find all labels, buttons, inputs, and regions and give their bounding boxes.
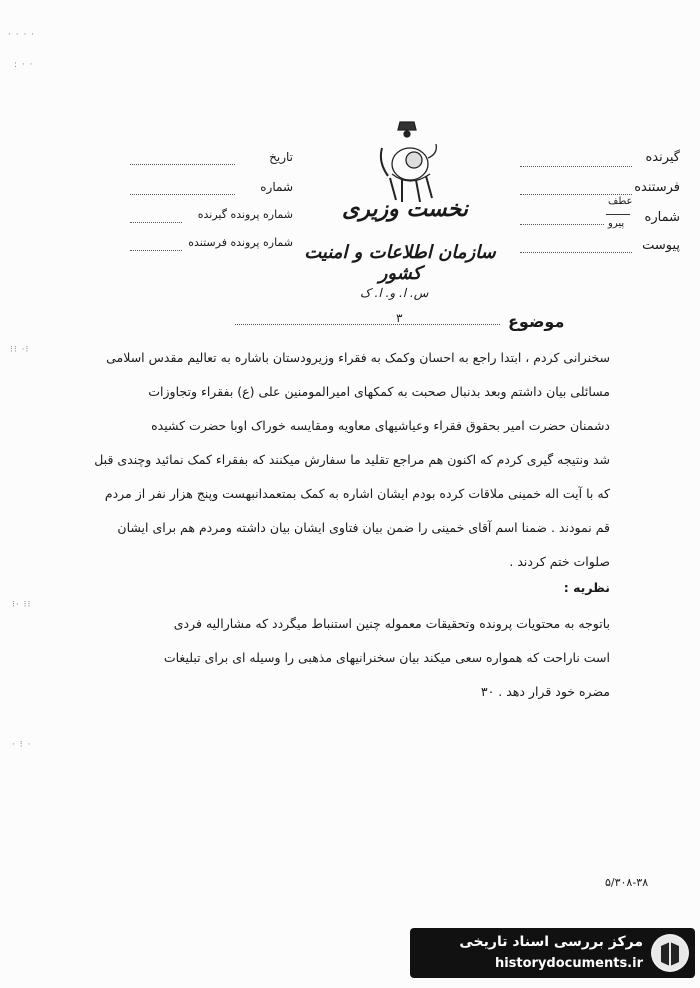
date-label: تاریخ [269, 150, 293, 164]
sender-file-number-label: شماره پرونده فرستنده [188, 236, 293, 249]
sender-label: فرستنده [634, 180, 680, 195]
body-line-6: قم نمودند . ضمنا اسم آقای خمینی را ضمن بیان فتاوی ایشان بیان داشته ومردم هم برای ایشان [117, 520, 610, 535]
body-line-1: سخنرانی کردم ، ابتدا راجع به احسان وکمک به فقراء وزیرودستان باشاره به تعالیم مقدس اسلامی [106, 350, 610, 365]
attachment-label: پیوست [642, 238, 680, 253]
scan-noise: ⁝⁝ ·⁝ [10, 345, 30, 355]
fraction-line [606, 214, 630, 215]
scan-noise: ⁝· ⁝⁝ [12, 600, 32, 610]
subject-line [235, 324, 500, 325]
scan-noise: : · · [14, 60, 34, 70]
ministry-title: نخست وزیری [342, 196, 468, 222]
opinion-line-3: مضره خود قرار دهد . ۳۰ [480, 684, 610, 699]
date-line [130, 164, 235, 165]
body-line-5: که با آیت اله خمینی ملاقات کرده بودم ایشان اشاره به کمک بمتعمدانبهست وپنج هزار نفر از مردم [104, 486, 610, 501]
follow-up-label: پیرو [608, 218, 625, 229]
organization-title: سازمان اطلاعات و امنیت کشور [304, 242, 496, 284]
watermark-title: مرکز بررسی اسناد تاریخی [459, 934, 643, 950]
opinion-line-1: باتوجه به محتویات پرونده وتحقیقات معموله چنین استنباط میگردد که مشارالیه فردی [173, 616, 610, 631]
body-line-4: شد ونتیجه گیری کردم که اکنون هم مراجع تقلید ما سفارش میکنند که بفقراء کمک نمائید وچندی قبل [94, 452, 610, 467]
recipient-label: گیرنده [645, 150, 680, 165]
watermark-banner [410, 928, 695, 978]
scan-noise: · · · · [8, 30, 36, 40]
left-number-line [130, 194, 235, 195]
footer-reference: ۵/۳۰۸-۳۸ [605, 876, 649, 889]
attachment-line [520, 252, 632, 253]
reference-label: عطف [608, 196, 633, 207]
recipient-file-number-line [130, 222, 182, 223]
archive-logo-icon [651, 934, 689, 972]
recipient-line [520, 166, 632, 167]
number-label: شماره [644, 210, 680, 225]
scan-noise: · ⁝ · [12, 740, 32, 750]
opinion-line-2: است ناراحت که همواره سعی میکند بیان سخنرانیهای مذهبی را وسیله ای برای تبلیغات [163, 650, 610, 665]
body-line-3: دشمنان حضرت امیر بحقوق فقراء وعیاشیهای معاویه ومقایسه خوراک اوبا حضرت کشیده [151, 418, 610, 433]
organization-code: س. ا. و. ا. ک [360, 286, 429, 300]
subject-label: موضوع [508, 312, 565, 331]
recipient-file-number-label: شماره پرونده گیرنده [197, 208, 293, 221]
body-line-7: صلوات ختم کردند . [509, 554, 610, 569]
watermark-url: historydocuments.ir [494, 956, 643, 971]
sender-file-number-line [130, 250, 182, 251]
subject-value: ٣ [396, 311, 403, 325]
number-line [520, 224, 604, 225]
opinion-label: نظریه : [563, 580, 610, 595]
sender-line [520, 194, 632, 195]
body-line-2: مسائلی بیان داشتم وبعد بدنبال صحبت به کمکهای امیرالمومنین علی (ع) بفقراء وتجاوزات [148, 384, 610, 399]
left-number-label: شماره [260, 180, 293, 194]
